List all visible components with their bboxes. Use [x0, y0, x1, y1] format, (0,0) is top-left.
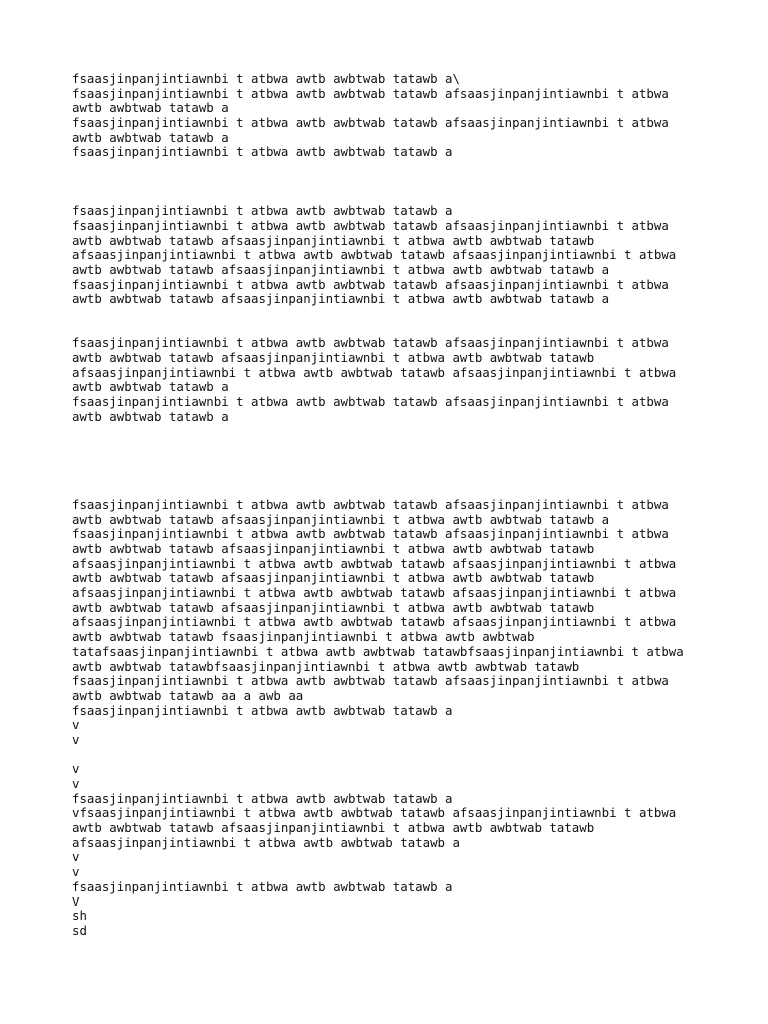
document-line: afsaasjinpanjintiawnbi t atbwa awtb awbtwab tatawb afsaasjinpanjintiawnbi t atbwa: [72, 555, 677, 571]
document-line: awtb awbtwab tatawb afsaasjinpanjintiawnbi t atbwa awtb awbtwab tatawb a: [72, 511, 610, 527]
document-line: fsaasjinpanjintiawnbi t atbwa awtb awbtwab tatawb afsaasjinpanjintiawnbi t atbwa: [72, 85, 669, 101]
document-line: afsaasjinpanjintiawnbi t atbwa awtb awbtwab tatawb afsaasjinpanjintiawnbi t atbwa: [72, 614, 677, 630]
document-line: fsaasjinpanjintiawnbi t atbwa awtb awbtwab tatawb afsaasjinpanjintiawnbi t atbwa: [72, 496, 669, 512]
document-body: [72, 72, 712, 939]
document-line: v: [72, 731, 80, 747]
document-line: [72, 307, 712, 322]
document-line: [72, 748, 712, 763]
document-line: fsaasjinpanjintiawnbi t atbwa awtb awbtwab tatawb afsaasjinpanjintiawnbi t atbwa: [72, 276, 669, 292]
document-line: afsaasjinpanjintiawnbi t atbwa awtb awbtwab tatawb afsaasjinpanjintiawnbi t atbwa: [72, 364, 677, 380]
document-line: sd: [72, 922, 87, 938]
document-line: [72, 469, 712, 484]
document-line: fsaasjinpanjintiawnbi t atbwa awtb awbtwab tatawb afsaasjinpanjintiawnbi t atbwa: [72, 115, 669, 131]
document-line: [72, 425, 712, 440]
document-line: fsaasjinpanjintiawnbi t atbwa awtb awbtwab tatawb afsaasjinpanjintiawnbi t atbwa: [72, 673, 669, 689]
document-line: awtb awbtwab tatawbfsaasjinpanjintiawnbi t atbwa awtb awbtwab tatawb: [72, 658, 580, 674]
document-line: awtb awbtwab tatawb a: [72, 379, 229, 395]
document-line: fsaasjinpanjintiawnbi t atbwa awtb awbtwab tatawb a\: [72, 71, 460, 86]
document-line: awtb awbtwab tatawb afsaasjinpanjintiawnbi t atbwa awtb awbtwab tatawb a: [72, 261, 610, 277]
document-line: [72, 322, 712, 337]
document-line: awtb awbtwab tatawb afsaasjinpanjintiawnbi t atbwa awtb awbtwab tatawb: [72, 820, 595, 836]
document-line: awtb awbtwab tatawb afsaasjinpanjintiawnbi t atbwa awtb awbtwab tatawb a: [72, 291, 610, 307]
document-line: awtb awbtwab tatawb afsaasjinpanjintiawnbi t atbwa awtb awbtwab tatawb: [72, 570, 595, 586]
document-line: fsaasjinpanjintiawnbi t atbwa awtb awbtwab tatawb a: [72, 203, 453, 219]
document-line: [72, 483, 712, 498]
document-line: awtb awbtwab tatawb afsaasjinpanjintiawnbi t atbwa awtb awbtwab tatawb: [72, 350, 595, 366]
document-line: fsaasjinpanjintiawnbi t atbwa awtb awbtwab tatawb a: [72, 144, 453, 160]
document-line: fsaasjinpanjintiawnbi t atbwa awtb awbtwab tatawb a: [72, 790, 453, 806]
document-line: fsaasjinpanjintiawnbi t atbwa awtb awbtwab tatawb afsaasjinpanjintiawnbi t atbwa: [72, 526, 669, 542]
document-line: v: [72, 761, 80, 777]
document-line: fsaasjinpanjintiawnbi t atbwa awtb awbtwab tatawb afsaasjinpanjintiawnbi t atbwa: [72, 217, 669, 233]
document-line: v: [72, 717, 80, 733]
document-line: awtb awbtwab tatawb a: [72, 129, 229, 145]
document-line: awtb awbtwab tatawb a: [72, 408, 229, 424]
document-line: [72, 190, 712, 205]
document-line: v: [72, 776, 80, 791]
document-line: awtb awbtwab tatawb fsaasjinpanjintiawnbi t atbwa awtb awbtwab: [72, 629, 535, 645]
document-line: [72, 160, 712, 175]
document-line: fsaasjinpanjintiawnbi t atbwa awtb awbtwab tatawb afsaasjinpanjintiawnbi t atbwa: [72, 335, 669, 351]
document-line: awtb awbtwab tatawb afsaasjinpanjintiawnbi t atbwa awtb awbtwab tatawb: [72, 232, 595, 248]
document-line: awtb awbtwab tatawb aa a awb aa: [72, 687, 304, 703]
document-line: [72, 439, 712, 454]
document-line: awtb awbtwab tatawb a: [72, 100, 229, 116]
document-line: fsaasjinpanjintiawnbi t atbwa awtb awbtwab tatawb a: [72, 878, 453, 894]
document-line: awtb awbtwab tatawb afsaasjinpanjintiawnbi t atbwa awtb awbtwab tatawb: [72, 541, 595, 556]
document-line: [72, 175, 712, 190]
document-line: [72, 454, 712, 469]
document-line: v: [72, 849, 80, 865]
document-line: V: [72, 893, 80, 909]
document-line: vfsaasjinpanjintiawnbi t atbwa awtb awbtwab tatawb afsaasjinpanjintiawnbi t atbwa: [72, 805, 677, 821]
document-line: tatafsaasjinpanjintiawnbi t atbwa awtb awbtwab tatawbfsaasjinpanjintiawnbi t atbwa: [72, 643, 684, 659]
document-line: awtb awbtwab tatawb afsaasjinpanjintiawnbi t atbwa awtb awbtwab tatawb: [72, 599, 595, 615]
document-line: afsaasjinpanjintiawnbi t atbwa awtb awbtwab tatawb afsaasjinpanjintiawnbi t atbwa: [72, 585, 677, 601]
document-line: v: [72, 864, 80, 880]
document-line: sh: [72, 908, 87, 924]
document-line: afsaasjinpanjintiawnbi t atbwa awtb awbtwab tatawb a: [72, 834, 460, 850]
document-line: fsaasjinpanjintiawnbi t atbwa awtb awbtwab tatawb a: [72, 702, 453, 718]
document-line: afsaasjinpanjintiawnbi t atbwa awtb awbtwab tatawb afsaasjinpanjintiawnbi t atbwa: [72, 247, 677, 263]
document-line: fsaasjinpanjintiawnbi t atbwa awtb awbtwab tatawb afsaasjinpanjintiawnbi t atbwa: [72, 394, 669, 410]
